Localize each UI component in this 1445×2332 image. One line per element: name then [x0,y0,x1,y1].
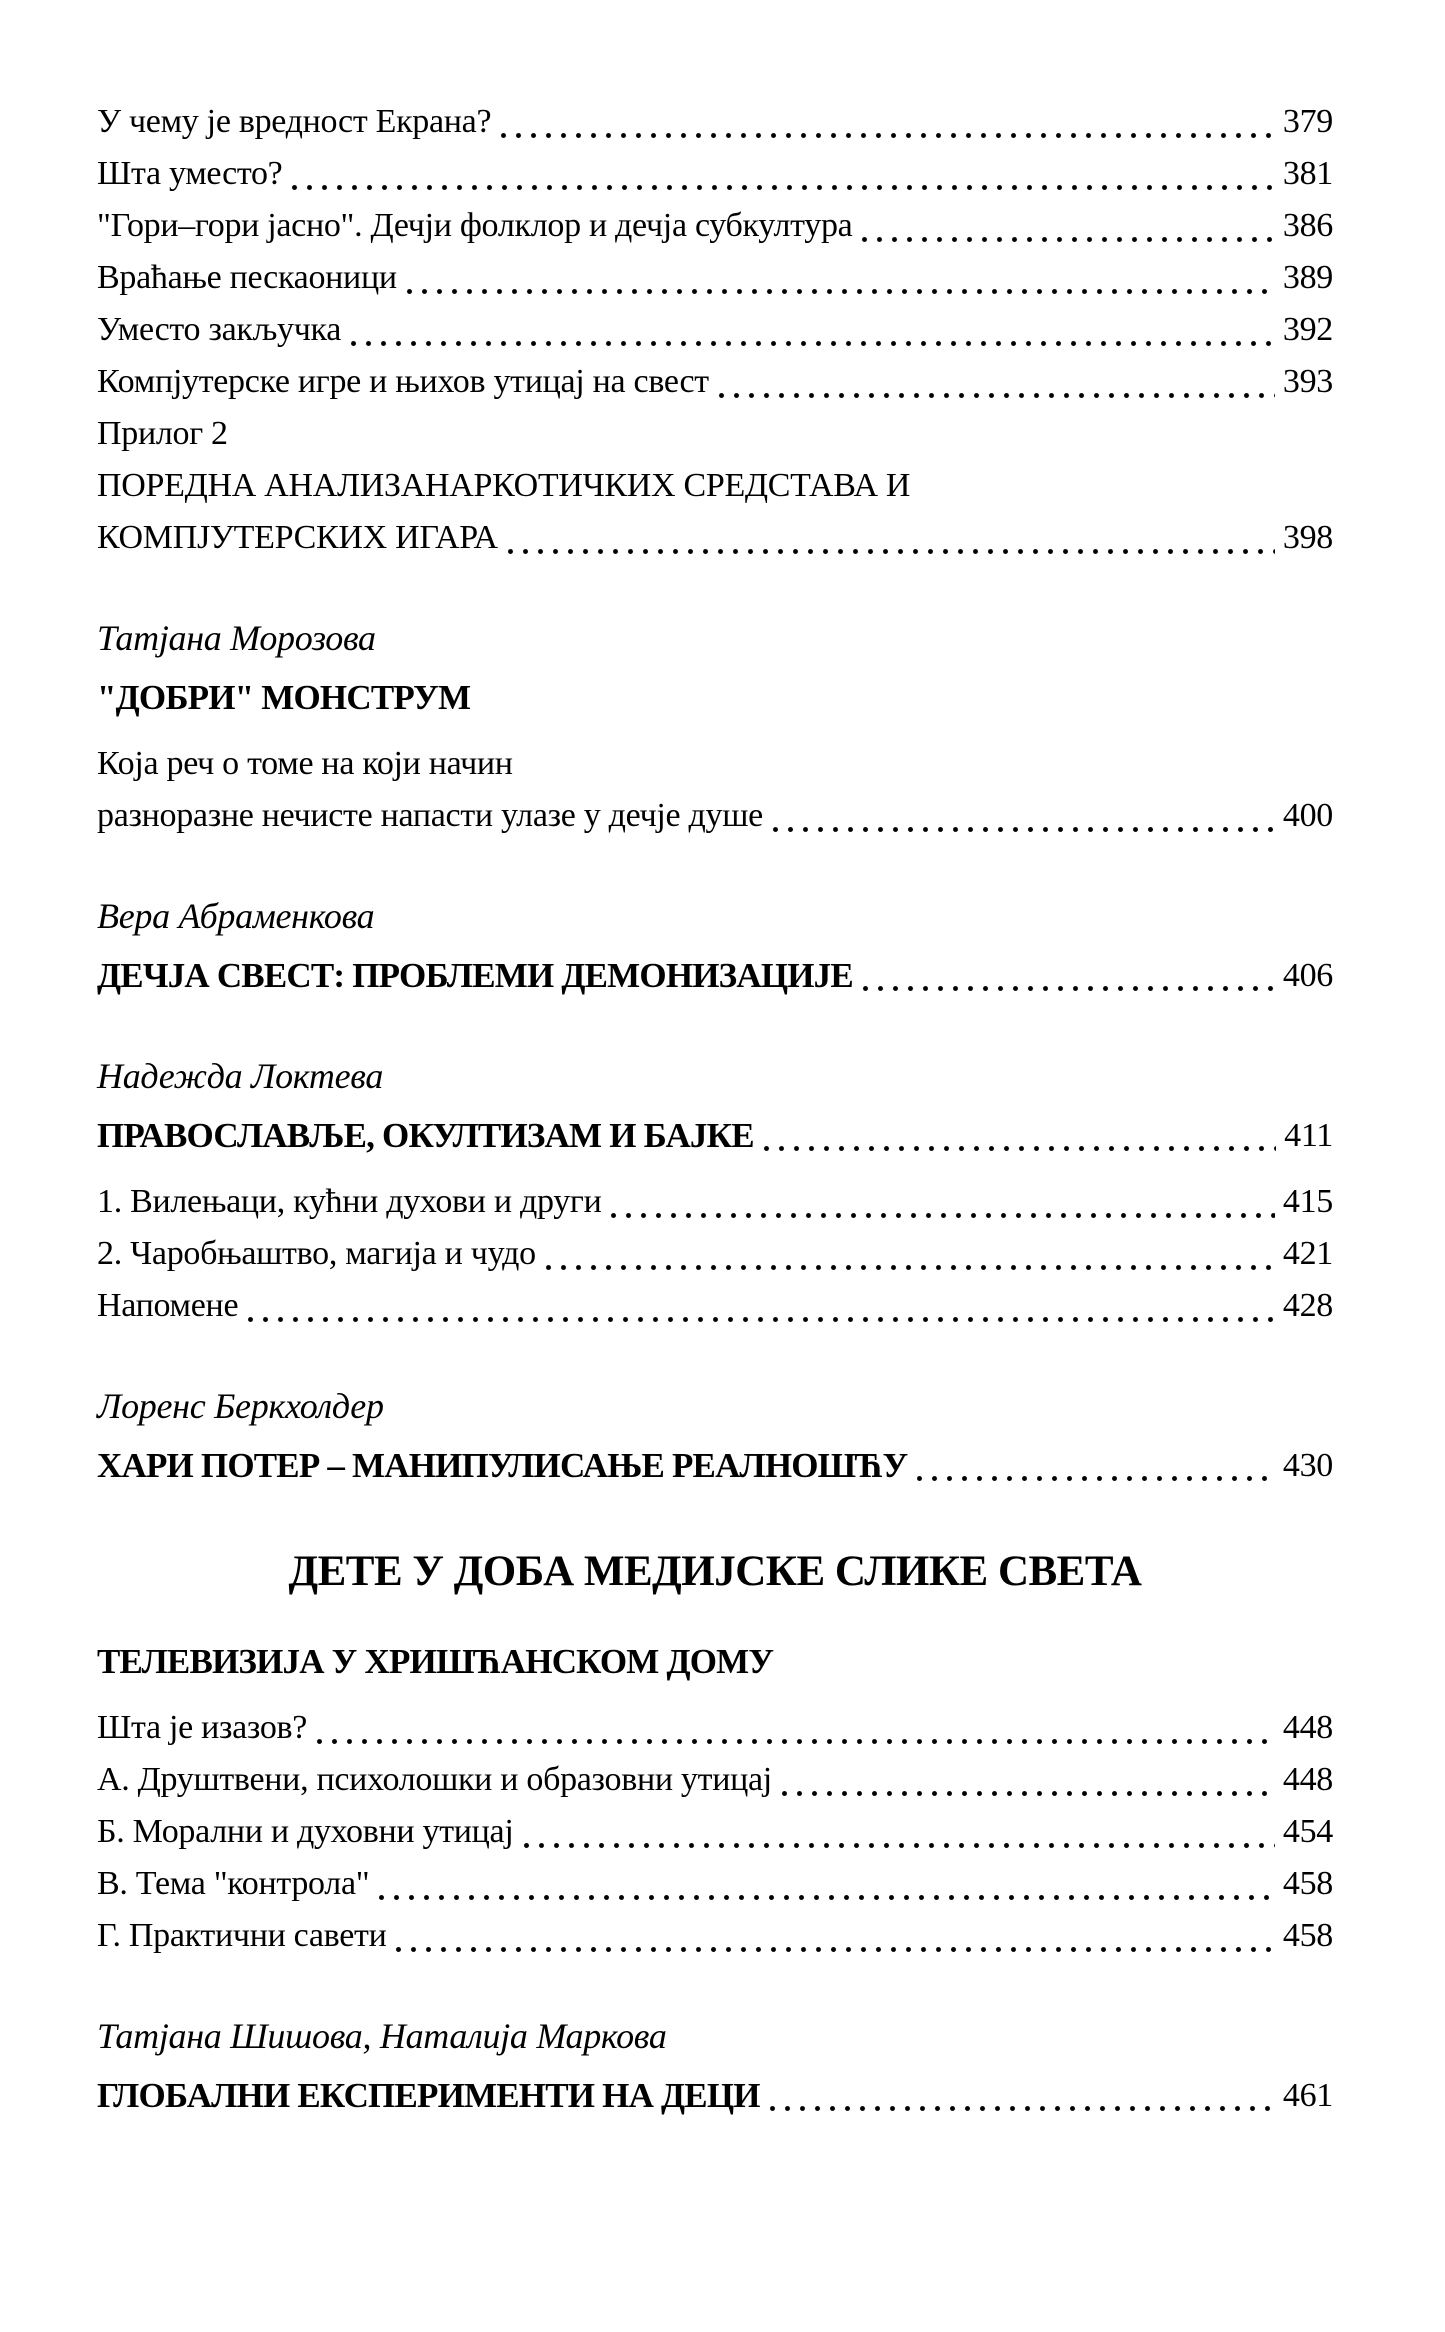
dot-leader [764,1146,1276,1151]
dot-leader [773,827,1275,832]
dot-leader [863,986,1275,991]
entry-title: Уместо закључка [97,311,341,348]
entry-title: В. Тема "контрола" [97,1865,370,1902]
dot-leader [317,1739,1275,1744]
entry-page: 428 [1282,1287,1333,1324]
dot-leader [524,1843,1275,1848]
entry-page: 411 [1284,1117,1333,1154]
entry-page: 448 [1282,1709,1333,1746]
dot-leader [508,549,1275,554]
author-name: Татјана Шишова, Наталија Маркова [97,2016,667,2056]
entry-title: Компјутерске игре и њихов утицај на свест [97,363,709,400]
toc-entry [97,1806,1333,1858]
entry-title: Прилог 2 [97,415,228,452]
dot-leader [862,237,1274,242]
entry-title: 1. Вилењаци, кућни духови и други [97,1183,602,1220]
toc-entry [97,1280,1333,1332]
entry-title: КОМПЈУТЕРСКИХ ИГАРА [97,519,498,556]
author-name: Вера Абраменкова [97,896,375,936]
entry-title: Шта уместо? [97,155,283,192]
entry-page: 454 [1282,1813,1333,1850]
author-line [97,1050,1333,1102]
part-heading: ДЕТЕ У ДОБА МЕДИЈСКЕ СЛИКЕ СВЕТА [288,1548,1142,1595]
toc-entry [97,356,1333,408]
entry-page: 448 [1282,1761,1333,1798]
toc-entry [97,1858,1333,1910]
article-title-entry [97,2070,1333,2122]
entry-page: 381 [1282,155,1333,192]
table-of-contents [97,96,1333,2136]
toc-line [97,460,1333,512]
dot-leader [917,1476,1274,1481]
toc-entry [97,252,1333,304]
article-title [97,1636,1333,1688]
entry-page: 398 [1282,519,1333,556]
entry-page: 392 [1282,311,1333,348]
entry-title: Напомене [97,1287,239,1324]
entry-title: "ДОБРИ" МОНСТРУМ [97,678,471,717]
article-title-entry [97,1110,1333,1162]
dot-leader [292,185,1274,190]
dot-leader [379,1895,1275,1900]
entry-title: ПРАВОСЛАВЉЕ, ОКУЛТИЗАМ И БАЈКЕ [97,1116,754,1155]
entry-title: разноразне нечисте напасти улазе у дечје душе [97,797,763,834]
toc-entry [97,1702,1333,1754]
dot-leader [546,1265,1275,1270]
toc-entry [97,1910,1333,1962]
toc-entry [97,790,1333,842]
toc-entry [97,96,1333,148]
article-title [97,672,1333,724]
dot-leader [770,2106,1275,2111]
toc-entry [97,1754,1333,1806]
entry-title: Шта је изазов? [97,1709,308,1746]
entry-page: 400 [1282,797,1333,834]
dot-leader [611,1213,1274,1218]
entry-title: ПОРЕДНА АНАЛИЗАНАРКОТИЧКИХ СРЕДСТАВА И [97,467,911,504]
entry-title: Која реч о томе на који начин [97,745,513,782]
author-name: Татјана Морозова [97,618,376,658]
toc-entry [97,512,1333,564]
entry-page: 458 [1282,1865,1333,1902]
toc-entry [97,1228,1333,1280]
toc-entry [97,1176,1333,1228]
entry-page: 421 [1282,1235,1333,1272]
article-title-entry [97,1440,1333,1492]
author-line [97,612,1333,664]
entry-title: Враћање пескаоници [97,259,397,296]
entry-title: 2. Чаробњаштво, магија и чудо [97,1235,536,1272]
entry-page: 379 [1282,103,1333,140]
author-name: Лоренс Беркхолдер [97,1386,384,1426]
toc-entry [97,200,1333,252]
author-line [97,890,1333,942]
entry-title: А. Друштвени, психолошки и образовни утицај [97,1761,772,1798]
author-line [97,2010,1333,2062]
author-name: Надежда Локтева [97,1056,384,1096]
dot-leader [248,1317,1275,1322]
entry-title: У чему је вредност Екрана? [97,103,492,140]
dot-leader [501,133,1275,138]
toc-line [97,738,1333,790]
entry-title: Г. Практични савети [97,1917,387,1954]
entry-title: ХАРИ ПОТЕР – МАНИПУЛИСАЊЕ РЕАЛНОШЋУ [97,1446,908,1485]
dot-leader [396,1947,1274,1952]
entry-title: ГЛОБАЛНИ ЕКСПЕРИМЕНТИ НА ДЕЦИ [97,2076,760,2115]
toc-entry [97,304,1333,356]
entry-title: ДЕЧЈА СВЕСТ: ПРОБЛЕМИ ДЕМОНИЗАЦИЈЕ [97,956,853,995]
entry-page: 393 [1282,363,1333,400]
entry-page: 430 [1282,1447,1333,1484]
dot-leader [351,341,1275,346]
dot-leader [782,1791,1275,1796]
toc-entry [97,148,1333,200]
dot-leader [407,289,1275,294]
entry-title: Б. Морални и духовни утицај [97,1813,514,1850]
toc-line [97,408,1333,460]
article-title-entry [97,950,1333,1002]
entry-page: 461 [1282,2077,1333,2114]
entry-page: 389 [1282,259,1333,296]
dot-leader [719,393,1275,398]
entry-page: 406 [1282,957,1333,994]
entry-page: 458 [1282,1917,1333,1954]
entry-title: ТЕЛЕВИЗИЈА У ХРИШЋАНСКОМ ДОМУ [97,1642,774,1681]
entry-page: 386 [1282,207,1333,244]
entry-page: 415 [1282,1183,1333,1220]
entry-title: "Гори–гори јасно". Дечји фолклор и дечја субкултура [97,207,853,244]
author-line [97,1380,1333,1432]
